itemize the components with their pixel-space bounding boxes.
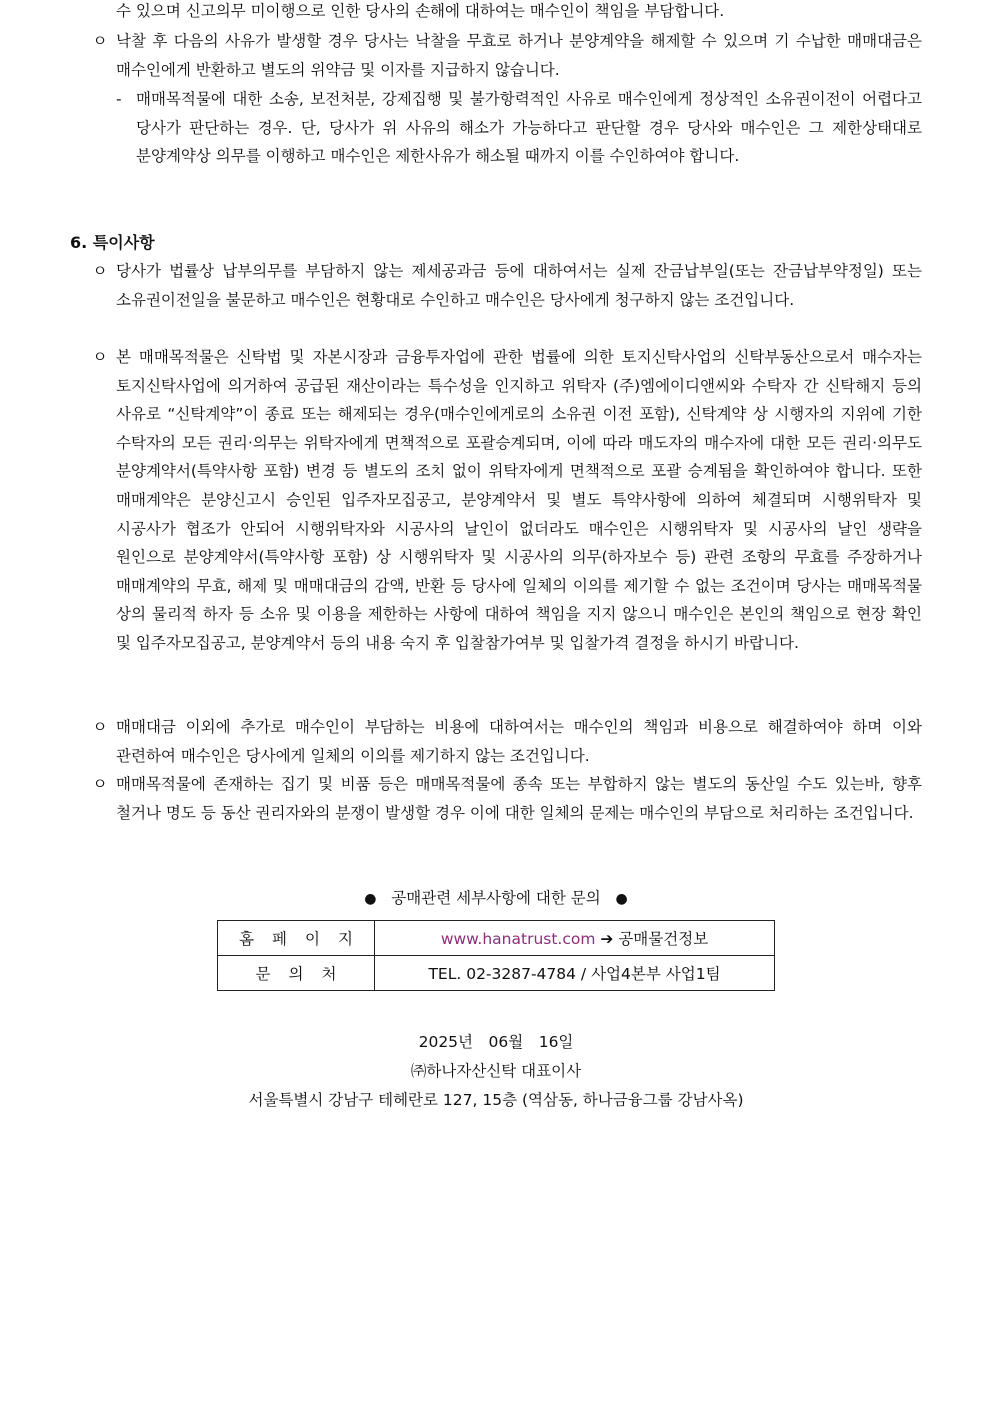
contact-label-cell	[218, 956, 375, 991]
list-item	[92, 343, 922, 658]
sub-item-text: 매매목적물에 대한 소송, 보전처분, 강제집행 및 불가항력적인 사유로 매수인에게 정상적인 소유권이전이 어렵다고 당사가 판단하는 경우. 단, 당사가 위 사유의 해소가 가능하다고 판단할 경우 당사와 매수인은 그 제한상태대로 분양계약상 의무를 이행하고 매수인은 제한사유가 해소될 때까지 이를 수인하여야 합니다.	[136, 90, 922, 166]
dash-icon: -	[116, 90, 122, 108]
continued-line-text: 수 있으며 신고의무 미이행으로 인한 당사의 손해에 대하여는 매수인이 책임을 부담합니다.	[116, 2, 725, 20]
contact-value: TEL. 02-3287-4784 / 사업4본부 사업1팀	[428, 965, 721, 983]
footer-date: 2025년 06월 16일	[418, 1033, 574, 1051]
sub-item	[116, 85, 922, 171]
bullet-dot-icon: ●	[364, 891, 377, 907]
bullet-dot-icon: ●	[615, 891, 628, 907]
homepage-menu-text: 공매물건정보	[618, 930, 709, 948]
section-title: 6. 특이사항	[70, 233, 155, 252]
homepage-label-cell	[218, 921, 375, 956]
list-item-text: 당사가 법률상 납부의무를 부담하지 않는 제세공과금 등에 대하여서는 실제 잔금납부일(또는 잔금납부약정일) 또는 소유권이전일을 불문하고 매수인은 현황대로 수인하고 매수인은 당사에게 청구하지 않는 조건입니다.	[116, 262, 922, 309]
list-item	[92, 257, 922, 314]
list-item-text: 매매대금 이외에 추가로 매수인이 부담하는 비용에 대하여서는 매수인의 책임과 비용으로 해결하여야 하며 이와 관련하여 매수인은 당사에게 일체의 이의를 제기하지 않는 조건입니다.	[116, 718, 922, 765]
list-item	[92, 770, 922, 827]
arrow-right-icon: ➔	[600, 930, 614, 948]
list-item	[92, 27, 922, 84]
bullet-icon: ㅇ	[92, 718, 108, 736]
inquiry-title	[0, 884, 992, 913]
table-row	[218, 956, 775, 991]
bullet-icon: ㅇ	[92, 32, 108, 50]
homepage-value-cell	[375, 921, 775, 956]
list-item-text: 본 매매목적물은 신탁법 및 자본시장과 금융투자업에 관한 법률에 의한 토지신탁사업의 신탁부동산으로서 매수자는 토지신탁사업에 의거하여 공급된 재산이라는 특수성을 인지하고 위탁자 (주)엠에이디앤씨와 수탁자 간 신탁해지 등의 사유로 “신탁계약”이 종료 또는 해제되는 경우(매수인에게로의 소유권 이전 포함), 신탁계약 상 시행자의 지위에 기한 수탁자의 모든 권리·의무는 위탁자에게 면책적으로 포괄승계되며, 이에 따라 매도자의 매수자에 대한 모든 권리·의무도 분양계약서(특약사항 포함) 변경 등 별도의 조치 없이 위탁자에게 면책적으로 포괄 승계됨을 확인하여야 합니다. 또한 매매계약은 분양신고시 승인된 입주자모집공고, 분양계약서 및 별도 특약사항에 의하여 체결되며 시행위탁자 및 시공사가 협조가 안되어 시행위탁자와 시공사의 날인이 없더라도 매수인은 시행위탁자 및 시공사의 날인 생략을 원인으로 분양계약서(특약사항 포함) 상 시행위탁자 및 시공사의 의무(하자보수 등) 관련 조항의 무효를 주장하거나 매매계약의 무효, 해제 및 매매대금의 감액, 반환 등 당사에 일체의 이의를 제기할 수 없는 조건이며 당사는 매매목적물 상의 물리적 하자 등 소유 및 이용을 제한하는 사항에 대하여 책임을 지지 않으니 매수인은 본인의 책임으로 현장 확인 및 입주자모집공고, 분양계약서 등의 내용 숙지 후 입찰참가여부 및 입찰가격 결정을 하시기 바랍니다.	[116, 348, 922, 652]
bullet-icon: ㅇ	[92, 775, 108, 793]
contact-label: 문의처	[255, 965, 355, 983]
footer-company: ㈜하나자산신탁 대표이사	[410, 1062, 582, 1080]
continued-line	[116, 0, 922, 26]
inquiry-table	[217, 920, 775, 991]
footer-address: 서울특별시 강남구 테헤란로 127, 15층 (역삼동, 하나금융그룹 강남사옥)	[248, 1091, 744, 1109]
list-item-text: 매매목적물에 존재하는 집기 및 비품 등은 매매목적물에 종속 또는 부합하지 않는 별도의 동산일 수도 있는바, 향후 철거나 명도 등 동산 권리자와의 분쟁이 발생할 경우 이에 대한 일체의 문제는 매수인의 부담으로 처리하는 조건입니다.	[116, 775, 922, 822]
homepage-link[interactable]: www.hanatrust.com	[440, 930, 596, 948]
list-item-text: 낙찰 후 다음의 사유가 발생할 경우 당사는 낙찰을 무효로 하거나 분양계약을 해제할 수 있으며 기 수납한 매매대금은 매수인에게 반환하고 별도의 위약금 및 이자를 지급하지 않습니다.	[116, 32, 922, 79]
list-item	[92, 713, 922, 770]
inquiry-title-text: 공매관련 세부사항에 대한 문의	[391, 889, 601, 907]
bullet-icon: ㅇ	[92, 262, 108, 280]
bullet-icon: ㅇ	[92, 348, 108, 366]
homepage-label: 홈페이지	[239, 930, 371, 948]
table-row	[218, 921, 775, 956]
contact-value-cell	[375, 956, 775, 991]
